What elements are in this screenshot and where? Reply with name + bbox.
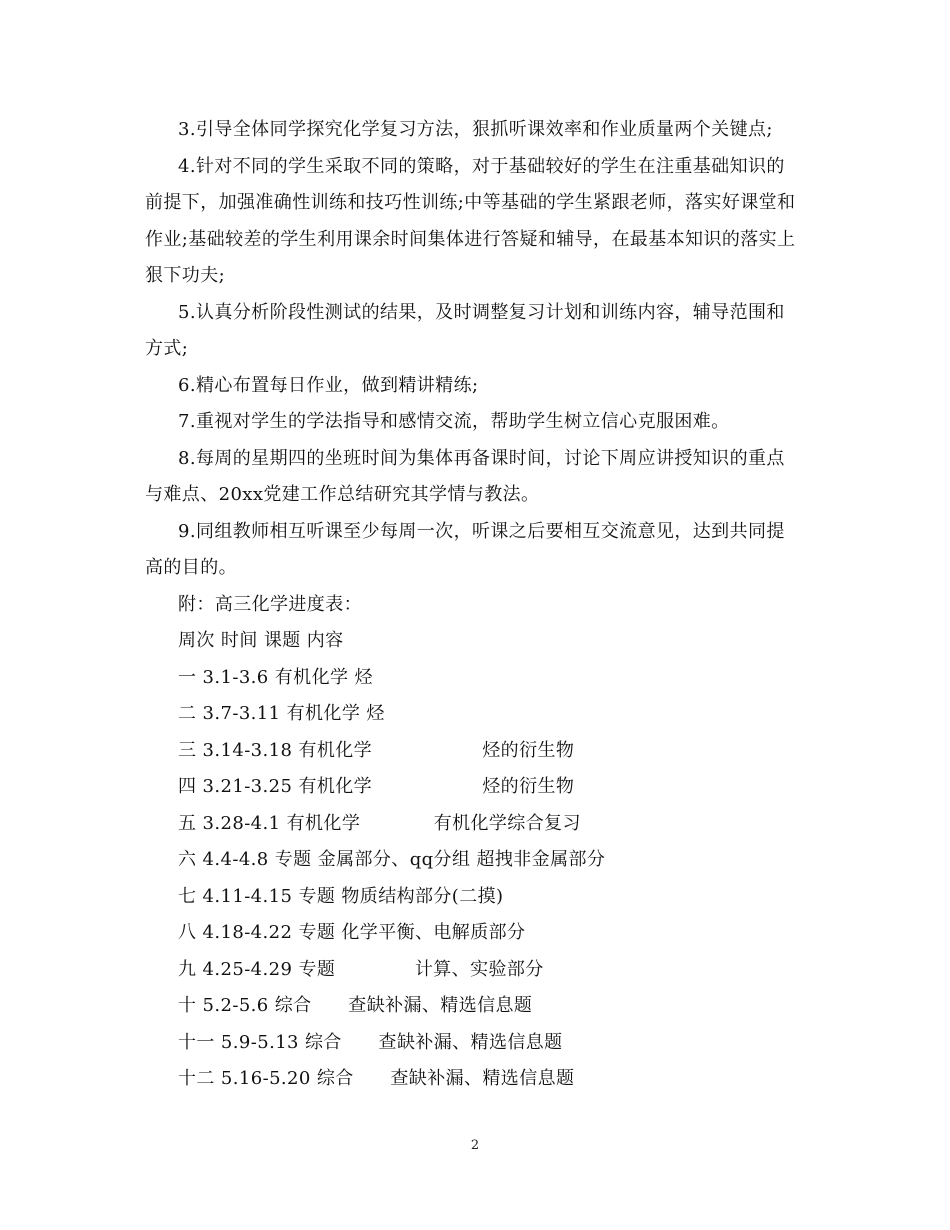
schedule-row: 五 3.28-4.1 有机化学 有机化学综合复习 <box>178 813 581 834</box>
schedule-row: 四 3.21-3.25 有机化学 烃的衍生物 <box>178 776 575 797</box>
schedule-row: 七 4.11-4.15 专题 物质结构部分(二摸) <box>178 886 504 907</box>
appendix-title: 附：高三化学进度表： <box>178 594 362 615</box>
paragraph-4-line-4: 狠下功夫; <box>145 265 226 286</box>
paragraph-8-line-1: 8.每周的星期四的坐班时间为集体再备课时间，讨论下周应讲授知识的重点 <box>178 448 785 469</box>
schedule-row: 六 4.4-4.8 专题 金属部分、qq分组 超拽非金属部分 <box>178 849 606 870</box>
schedule-row: 十二 5.16-5.20 综合 查缺补漏、精选信息题 <box>178 1068 575 1089</box>
paragraph-5-line-1: 5.认真分析阶段性测试的结果，及时调整复习计划和训练内容，辅导范围和 <box>178 302 785 323</box>
paragraph-3: 3.引导全体同学探究化学复习方法，狠抓听课效率和作业质量两个关键点; <box>178 119 773 140</box>
schedule-row: 一 3.1-3.6 有机化学 烃 <box>178 667 373 688</box>
paragraph-9-line-1: 9.同组教师相互听课至少每周一次，听课之后要相互交流意见，达到共同提 <box>178 521 785 542</box>
page-number: 2 <box>470 1138 480 1153</box>
schedule-row: 八 4.18-4.22 专题 化学平衡、电解质部分 <box>178 922 526 943</box>
paragraph-4-line-3: 作业;基础较差的学生利用课余时间集体进行答疑和辅导，在最基本知识的落实上 <box>145 229 796 250</box>
paragraph-8-line-2: 与难点、20xx党建工作总结研究其学情与教法。 <box>145 484 540 505</box>
paragraph-9-line-2: 高的目的。 <box>145 557 237 578</box>
schedule-row: 九 4.25-4.29 专题 计算、实验部分 <box>178 959 544 980</box>
schedule-row: 三 3.14-3.18 有机化学 烃的衍生物 <box>178 740 575 761</box>
paragraph-4-line-2: 前提下，加强准确性训练和技巧性训练;中等基础的学生紧跟老师，落实好课堂和 <box>145 192 796 213</box>
schedule-row: 二 3.7-3.11 有机化学 烃 <box>178 703 385 724</box>
paragraph-4-line-1: 4.针对不同的学生采取不同的策略，对于基础较好的学生在注重基础知识的 <box>178 156 785 177</box>
paragraph-7: 7.重视对学生的学法指导和感情交流，帮助学生树立信心克服困难。 <box>178 411 730 432</box>
schedule-row: 十 5.2-5.6 综合 查缺补漏、精选信息题 <box>178 995 533 1016</box>
paragraph-5-line-2: 方式; <box>145 338 189 359</box>
schedule-row: 十一 5.9-5.13 综合 查缺补漏、精选信息题 <box>178 1032 563 1053</box>
schedule-header: 周次 时间 课题 内容 <box>178 630 344 651</box>
paragraph-6: 6.精心布置每日作业，做到精讲精练; <box>178 375 479 396</box>
